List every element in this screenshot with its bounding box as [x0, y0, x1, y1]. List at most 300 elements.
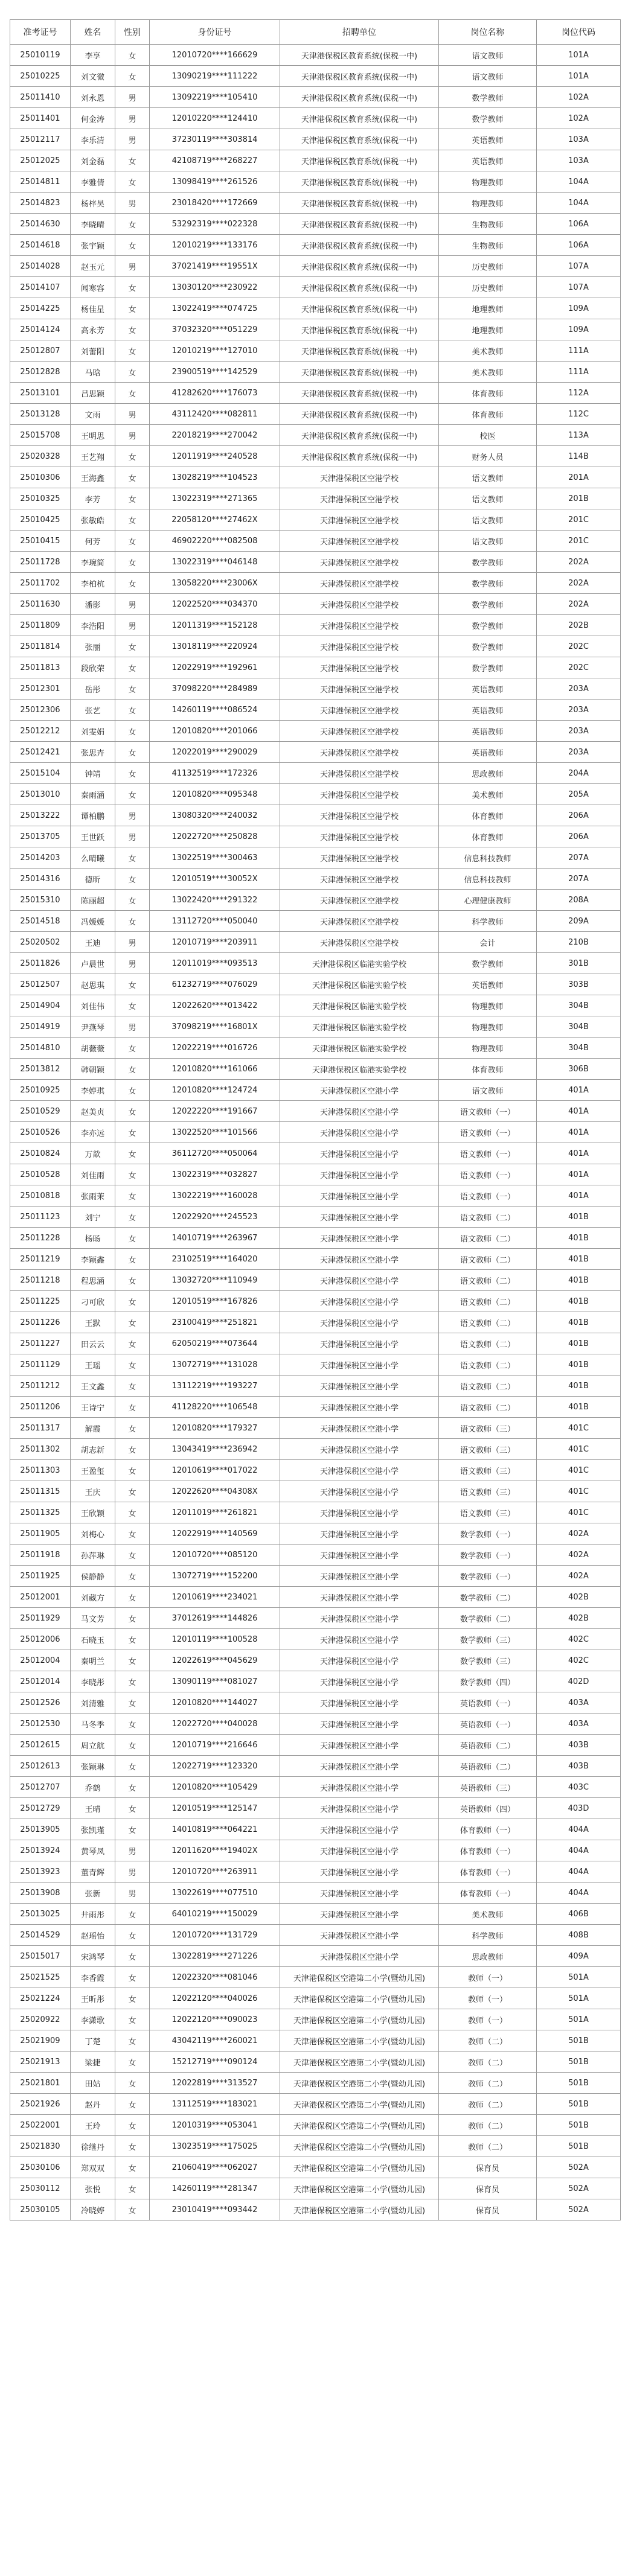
cell-id-number: 12022919****192961 [150, 657, 280, 678]
cell-employer: 天津港保税区空港第二小学(暨幼儿园) [280, 2178, 439, 2199]
cell-gender: 女 [115, 1312, 150, 1333]
cell-employer: 天津港保税区教育系统(保税一中) [280, 298, 439, 319]
cell-exam-number: 25011228 [10, 1228, 71, 1249]
table-row [10, 1777, 621, 1798]
cell-position-code: 402B [537, 1608, 621, 1629]
cell-gender: 女 [115, 742, 150, 763]
cell-gender: 男 [115, 805, 150, 826]
cell-name: 段欣荣 [71, 657, 115, 678]
cell-position-name: 数学教师 [439, 552, 537, 573]
cell-position-code: 401A [537, 1164, 621, 1185]
table-row [10, 108, 621, 129]
cell-position-code: 401C [537, 1418, 621, 1439]
cell-position-name: 数学教师 [439, 615, 537, 636]
cell-id-number: 23100419****251821 [150, 1312, 280, 1333]
cell-id-number: 13030120****230922 [150, 277, 280, 298]
cell-employer: 天津港保税区空港小学 [280, 1397, 439, 1418]
cell-position-name: 语文教师 [439, 488, 537, 509]
cell-name: 王盈玺 [71, 1460, 115, 1481]
cell-position-code: 103A [537, 129, 621, 150]
cell-exam-number: 25010425 [10, 509, 71, 531]
cell-gender: 女 [115, 1164, 150, 1185]
cell-position-name: 英语教师 [439, 150, 537, 171]
cell-name: 谭柏鹏 [71, 805, 115, 826]
cell-position-name: 心理健康教师 [439, 890, 537, 911]
cell-position-name: 英语教师 [439, 974, 537, 995]
cell-exam-number: 25011315 [10, 1481, 71, 1502]
cell-position-code: 204A [537, 763, 621, 784]
cell-id-number: 13022319****032827 [150, 1164, 280, 1185]
cell-position-name: 数学教师 [439, 87, 537, 108]
cell-employer: 天津港保税区空港小学 [280, 1080, 439, 1101]
cell-position-code: 408B [537, 1925, 621, 1946]
cell-exam-number: 25010119 [10, 45, 71, 66]
cell-position-code: 402A [537, 1523, 621, 1545]
cell-position-name: 语文教师（三） [439, 1439, 537, 1460]
cell-position-name: 语文教师（二） [439, 1207, 537, 1228]
cell-gender: 男 [115, 87, 150, 108]
cell-name: 赵丹 [71, 2094, 115, 2115]
cell-name: 闻寒容 [71, 277, 115, 298]
cell-gender: 女 [115, 298, 150, 319]
cell-id-number: 15212719****090124 [150, 2052, 280, 2073]
cell-employer: 天津港保税区空港学校 [280, 700, 439, 721]
cell-employer: 天津港保税区空港学校 [280, 636, 439, 657]
cell-position-name: 数学教师（一） [439, 1566, 537, 1587]
cell-employer: 天津港保税区空港小学 [280, 1840, 439, 1861]
table-row [10, 2030, 621, 2052]
cell-position-code: 203A [537, 721, 621, 742]
cell-position-name: 语文教师 [439, 531, 537, 552]
cell-id-number: 23900519****142529 [150, 362, 280, 383]
cell-exam-number: 25015104 [10, 763, 71, 784]
cell-position-code: 401B [537, 1291, 621, 1312]
cell-position-name: 保育员 [439, 2199, 537, 2221]
cell-position-name: 语文教师（二） [439, 1376, 537, 1397]
cell-position-name: 美术教师 [439, 340, 537, 362]
cell-employer: 天津港保税区空港小学 [280, 1185, 439, 1207]
cell-employer: 天津港保税区教育系统(保税一中) [280, 425, 439, 446]
table-row [10, 678, 621, 700]
cell-employer: 天津港保税区空港学校 [280, 594, 439, 615]
table-row [10, 911, 621, 932]
table-row [10, 636, 621, 657]
cell-position-name: 语文教师（一） [439, 1101, 537, 1122]
cell-exam-number: 25021926 [10, 2094, 71, 2115]
cell-position-name: 英语教师 [439, 721, 537, 742]
cell-gender: 男 [115, 826, 150, 847]
cell-exam-number: 25010818 [10, 1185, 71, 1207]
table-row [10, 319, 621, 340]
cell-position-code: 301B [537, 953, 621, 974]
cell-gender: 女 [115, 1566, 150, 1587]
cell-employer: 天津港保税区空港小学 [280, 1291, 439, 1312]
cell-position-code: 401B [537, 1333, 621, 1354]
cell-name: 高永芳 [71, 319, 115, 340]
cell-id-number: 13112219****193227 [150, 1376, 280, 1397]
table-row [10, 1228, 621, 1249]
cell-name: 张艺 [71, 700, 115, 721]
cell-name: 丁楚 [71, 2030, 115, 2052]
cell-position-code: 501B [537, 2073, 621, 2094]
cell-gender: 女 [115, 678, 150, 700]
cell-position-code: 104A [537, 171, 621, 193]
cell-position-code: 401C [537, 1481, 621, 1502]
cell-id-number: 12022720****040028 [150, 1714, 280, 1735]
cell-position-code: 401A [537, 1122, 621, 1143]
cell-id-number: 13058220****23006X [150, 573, 280, 594]
cell-name: 刘文微 [71, 66, 115, 87]
cell-exam-number: 25022001 [10, 2115, 71, 2136]
cell-employer: 天津港保税区临港实验学校 [280, 1059, 439, 1080]
cell-name: 万歆 [71, 1143, 115, 1164]
table-row [10, 721, 621, 742]
cell-employer: 天津港保税区空港第二小学(暨幼儿园) [280, 2115, 439, 2136]
cell-gender: 男 [115, 129, 150, 150]
cell-gender: 男 [115, 1861, 150, 1883]
cell-employer: 天津港保税区临港实验学校 [280, 1038, 439, 1059]
cell-employer: 天津港保税区空港学校 [280, 826, 439, 847]
cell-gender: 女 [115, 235, 150, 256]
table-row [10, 1038, 621, 1059]
cell-id-number: 37098219****16801X [150, 1016, 280, 1038]
cell-position-name: 物理教师 [439, 1016, 537, 1038]
cell-exam-number: 25012301 [10, 678, 71, 700]
cell-employer: 天津港保税区空港学校 [280, 784, 439, 805]
cell-id-number: 12010820****124724 [150, 1080, 280, 1101]
cell-position-code: 109A [537, 298, 621, 319]
cell-position-name: 数学教师（四） [439, 1671, 537, 1692]
cell-id-number: 46902220****082508 [150, 531, 280, 552]
cell-id-number: 12010820****095348 [150, 784, 280, 805]
cell-position-name: 美术教师 [439, 784, 537, 805]
table-row [10, 552, 621, 573]
cell-gender: 女 [115, 171, 150, 193]
cell-id-number: 12011919****240528 [150, 446, 280, 467]
cell-id-number: 13080320****240032 [150, 805, 280, 826]
cell-name: 王瑶 [71, 1354, 115, 1376]
cell-exam-number: 25015708 [10, 425, 71, 446]
cell-id-number: 12010519****167826 [150, 1291, 280, 1312]
cell-exam-number: 25020328 [10, 446, 71, 467]
table-row [10, 1819, 621, 1840]
cell-employer: 天津港保税区空港小学 [280, 1376, 439, 1397]
cell-employer: 天津港保税区空港小学 [280, 1481, 439, 1502]
cell-employer: 天津港保税区教育系统(保税一中) [280, 362, 439, 383]
cell-exam-number: 25013025 [10, 1904, 71, 1925]
cell-name: 刘金磊 [71, 150, 115, 171]
cell-exam-number: 25014630 [10, 214, 71, 235]
cell-id-number: 53292319****022328 [150, 214, 280, 235]
cell-name: 李琬简 [71, 552, 115, 573]
cell-exam-number: 25014919 [10, 1016, 71, 1038]
cell-employer: 天津港保税区空港学校 [280, 890, 439, 911]
cell-position-code: 401B [537, 1207, 621, 1228]
cell-id-number: 23018420****172669 [150, 193, 280, 214]
cell-id-number: 12010820****201066 [150, 721, 280, 742]
header-id-number: 身份证号 [150, 20, 280, 45]
cell-position-name: 保育员 [439, 2157, 537, 2178]
cell-name: 刘雯娟 [71, 721, 115, 742]
cell-position-code: 202A [537, 573, 621, 594]
cell-name: 杨佳星 [71, 298, 115, 319]
cell-employer: 天津港保税区空港小学 [280, 1608, 439, 1629]
cell-position-name: 科学教师 [439, 1925, 537, 1946]
cell-position-code: 401A [537, 1080, 621, 1101]
cell-name: 王昕彤 [71, 1988, 115, 2009]
cell-position-code: 501B [537, 2094, 621, 2115]
cell-name: 赵瑶怡 [71, 1925, 115, 1946]
cell-name: 德昕 [71, 869, 115, 890]
cell-exam-number: 25014810 [10, 1038, 71, 1059]
cell-id-number: 41132519****172326 [150, 763, 280, 784]
cell-gender: 女 [115, 1460, 150, 1481]
cell-exam-number: 25015310 [10, 890, 71, 911]
cell-position-name: 语文教师（二） [439, 1291, 537, 1312]
cell-gender: 女 [115, 66, 150, 87]
cell-exam-number: 25011226 [10, 1312, 71, 1333]
cell-exam-number: 25013924 [10, 1840, 71, 1861]
header-position-code: 岗位代码 [537, 20, 621, 45]
table-row [10, 1333, 621, 1354]
cell-id-number: 12022720****250828 [150, 826, 280, 847]
cell-exam-number: 25030112 [10, 2178, 71, 2199]
cell-name: 张新 [71, 1883, 115, 1904]
cell-name: 秦雨涵 [71, 784, 115, 805]
cell-position-name: 教师（二） [439, 2052, 537, 2073]
cell-position-name: 历史教师 [439, 256, 537, 277]
cell-name: 马冬季 [71, 1714, 115, 1735]
cell-position-code: 403D [537, 1798, 621, 1819]
cell-employer: 天津港保税区空港小学 [280, 1122, 439, 1143]
cell-exam-number: 25012306 [10, 700, 71, 721]
cell-gender: 女 [115, 1038, 150, 1059]
cell-name: 胡薇薇 [71, 1038, 115, 1059]
table-row [10, 1439, 621, 1460]
cell-position-code: 107A [537, 277, 621, 298]
cell-position-code: 111A [537, 362, 621, 383]
cell-position-name: 语文教师（一） [439, 1122, 537, 1143]
cell-id-number: 12022819****313527 [150, 2073, 280, 2094]
cell-id-number: 22018219****270042 [150, 425, 280, 446]
table-row [10, 1185, 621, 1207]
cell-position-code: 403B [537, 1756, 621, 1777]
table-row [10, 171, 621, 193]
table-row [10, 1714, 621, 1735]
cell-name: 赵思琪 [71, 974, 115, 995]
cell-employer: 天津港保税区空港小学 [280, 1946, 439, 1967]
cell-position-name: 语文教师（二） [439, 1249, 537, 1270]
cell-name: 王庆 [71, 1481, 115, 1502]
cell-exam-number: 25010528 [10, 1164, 71, 1185]
cell-name: 宋鸿琴 [71, 1946, 115, 1967]
cell-gender: 女 [115, 636, 150, 657]
cell-employer: 天津港保税区空港第二小学(暨幼儿园) [280, 2094, 439, 2115]
cell-gender: 女 [115, 488, 150, 509]
cell-position-name: 语文教师（二） [439, 1333, 537, 1354]
cell-employer: 天津港保税区空港学校 [280, 509, 439, 531]
cell-exam-number: 25011905 [10, 1523, 71, 1545]
cell-id-number: 13098419****261526 [150, 171, 280, 193]
table-row [10, 784, 621, 805]
cell-id-number: 12011319****152128 [150, 615, 280, 636]
cell-gender: 男 [115, 108, 150, 129]
cell-employer: 天津港保税区空港学校 [280, 678, 439, 700]
cell-name: 文雨 [71, 404, 115, 425]
cell-exam-number: 25012004 [10, 1650, 71, 1671]
cell-position-name: 地理教师 [439, 319, 537, 340]
cell-name: 马晗 [71, 362, 115, 383]
cell-position-code: 304B [537, 1016, 621, 1038]
cell-gender: 男 [115, 1883, 150, 1904]
cell-position-code: 403A [537, 1714, 621, 1735]
cell-employer: 天津港保税区空港学校 [280, 552, 439, 573]
cell-gender: 女 [115, 1904, 150, 1925]
cell-name: 王明思 [71, 425, 115, 446]
cell-name: 何芳 [71, 531, 115, 552]
cell-position-code: 502A [537, 2157, 621, 2178]
table-row [10, 700, 621, 721]
cell-id-number: 12010119****100528 [150, 1629, 280, 1650]
cell-position-name: 英语教师（二） [439, 1756, 537, 1777]
table-row [10, 509, 621, 531]
table-row [10, 1925, 621, 1946]
cell-employer: 天津港保税区空港学校 [280, 488, 439, 509]
cell-gender: 女 [115, 531, 150, 552]
cell-id-number: 36112720****050064 [150, 1143, 280, 1164]
cell-name: 李晓彤 [71, 1671, 115, 1692]
cell-name: 张思卉 [71, 742, 115, 763]
cell-gender: 男 [115, 953, 150, 974]
cell-position-name: 美术教师 [439, 1904, 537, 1925]
cell-position-name: 数学教师（三） [439, 1629, 537, 1650]
cell-name: 王玲 [71, 2115, 115, 2136]
cell-position-name: 体育教师（一） [439, 1883, 537, 1904]
cell-name: 张雨茉 [71, 1185, 115, 1207]
cell-position-name: 体育教师 [439, 404, 537, 425]
cell-gender: 女 [115, 2030, 150, 2052]
cell-position-code: 201B [537, 488, 621, 509]
cell-exam-number: 25014225 [10, 298, 71, 319]
cell-employer: 天津港保税区空港小学 [280, 1270, 439, 1291]
cell-position-name: 保育员 [439, 2178, 537, 2199]
cell-position-code: 401A [537, 1143, 621, 1164]
cell-gender: 女 [115, 721, 150, 742]
cell-name: 何金涛 [71, 108, 115, 129]
cell-gender: 女 [115, 573, 150, 594]
table-row [10, 1249, 621, 1270]
cell-position-name: 数学教师 [439, 573, 537, 594]
cell-position-name: 语文教师（一） [439, 1143, 537, 1164]
cell-exam-number: 25012507 [10, 974, 71, 995]
cell-employer: 天津港保税区空港学校 [280, 573, 439, 594]
cell-id-number: 12010720****166629 [150, 45, 280, 66]
cell-id-number: 13032720****110949 [150, 1270, 280, 1291]
cell-employer: 天津港保税区空港小学 [280, 1819, 439, 1840]
cell-id-number: 12010220****124410 [150, 108, 280, 129]
cell-exam-number: 25013905 [10, 1819, 71, 1840]
cell-exam-number: 25012526 [10, 1692, 71, 1714]
cell-exam-number: 25011227 [10, 1333, 71, 1354]
cell-gender: 女 [115, 2073, 150, 2094]
cell-name: 乔鹤 [71, 1777, 115, 1798]
cell-position-code: 401C [537, 1460, 621, 1481]
cell-position-code: 401B [537, 1376, 621, 1397]
table-row [10, 1523, 621, 1545]
cell-employer: 天津港保税区空港小学 [280, 1798, 439, 1819]
cell-position-code: 401B [537, 1397, 621, 1418]
cell-exam-number: 25011303 [10, 1460, 71, 1481]
table-row [10, 1798, 621, 1819]
cell-id-number: 12022019****290029 [150, 742, 280, 763]
cell-id-number: 12010619****234021 [150, 1587, 280, 1608]
cell-position-code: 101A [537, 45, 621, 66]
cell-position-code: 304B [537, 1038, 621, 1059]
cell-exam-number: 25011702 [10, 573, 71, 594]
cell-name: 张颖琳 [71, 1756, 115, 1777]
cell-id-number: 14260119****281347 [150, 2178, 280, 2199]
cell-exam-number: 25021830 [10, 2136, 71, 2157]
cell-employer: 天津港保税区空港第二小学(暨幼儿园) [280, 2136, 439, 2157]
cell-name: 刁可欣 [71, 1291, 115, 1312]
cell-id-number: 13112519****183021 [150, 2094, 280, 2115]
cell-position-code: 501B [537, 2115, 621, 2136]
cell-id-number: 12010619****017022 [150, 1460, 280, 1481]
cell-exam-number: 25021525 [10, 1967, 71, 1988]
cell-exam-number: 25011728 [10, 552, 71, 573]
cell-position-code: 404A [537, 1883, 621, 1904]
cell-position-name: 语文教师 [439, 509, 537, 531]
cell-position-name: 数学教师 [439, 594, 537, 615]
table-row [10, 1861, 621, 1883]
cell-position-name: 英语教师（三） [439, 1777, 537, 1798]
cell-gender: 女 [115, 1608, 150, 1629]
header-gender: 性别 [115, 20, 150, 45]
cell-id-number: 12022719****123320 [150, 1756, 280, 1777]
cell-name: 董青辉 [71, 1861, 115, 1883]
cell-gender: 男 [115, 1840, 150, 1861]
cell-id-number: 37021419****19551X [150, 256, 280, 277]
header-name: 姓名 [71, 20, 115, 45]
cell-position-code: 205A [537, 784, 621, 805]
cell-name: 王诗宁 [71, 1397, 115, 1418]
cell-id-number: 21060419****062027 [150, 2157, 280, 2178]
table-row [10, 657, 621, 678]
table-row [10, 1671, 621, 1692]
cell-id-number: 12010820****105429 [150, 1777, 280, 1798]
table-row [10, 2094, 621, 2115]
table-row [10, 129, 621, 150]
cell-employer: 天津港保税区空港小学 [280, 1904, 439, 1925]
cell-id-number: 13112720****050040 [150, 911, 280, 932]
cell-exam-number: 25010415 [10, 531, 71, 552]
cell-gender: 女 [115, 1650, 150, 1671]
cell-id-number: 13028219****104523 [150, 467, 280, 488]
cell-employer: 天津港保税区空港小学 [280, 1418, 439, 1439]
table-row [10, 45, 621, 66]
cell-position-name: 生物教师 [439, 214, 537, 235]
cell-position-code: 109A [537, 319, 621, 340]
candidate-table [10, 19, 621, 2221]
cell-id-number: 14010819****064221 [150, 1819, 280, 1840]
cell-position-code: 114B [537, 446, 621, 467]
table-row [10, 1059, 621, 1080]
cell-gender: 女 [115, 763, 150, 784]
cell-exam-number: 25011410 [10, 87, 71, 108]
cell-gender: 女 [115, 1629, 150, 1650]
cell-position-name: 思政教师 [439, 1946, 537, 1967]
cell-gender: 女 [115, 552, 150, 573]
